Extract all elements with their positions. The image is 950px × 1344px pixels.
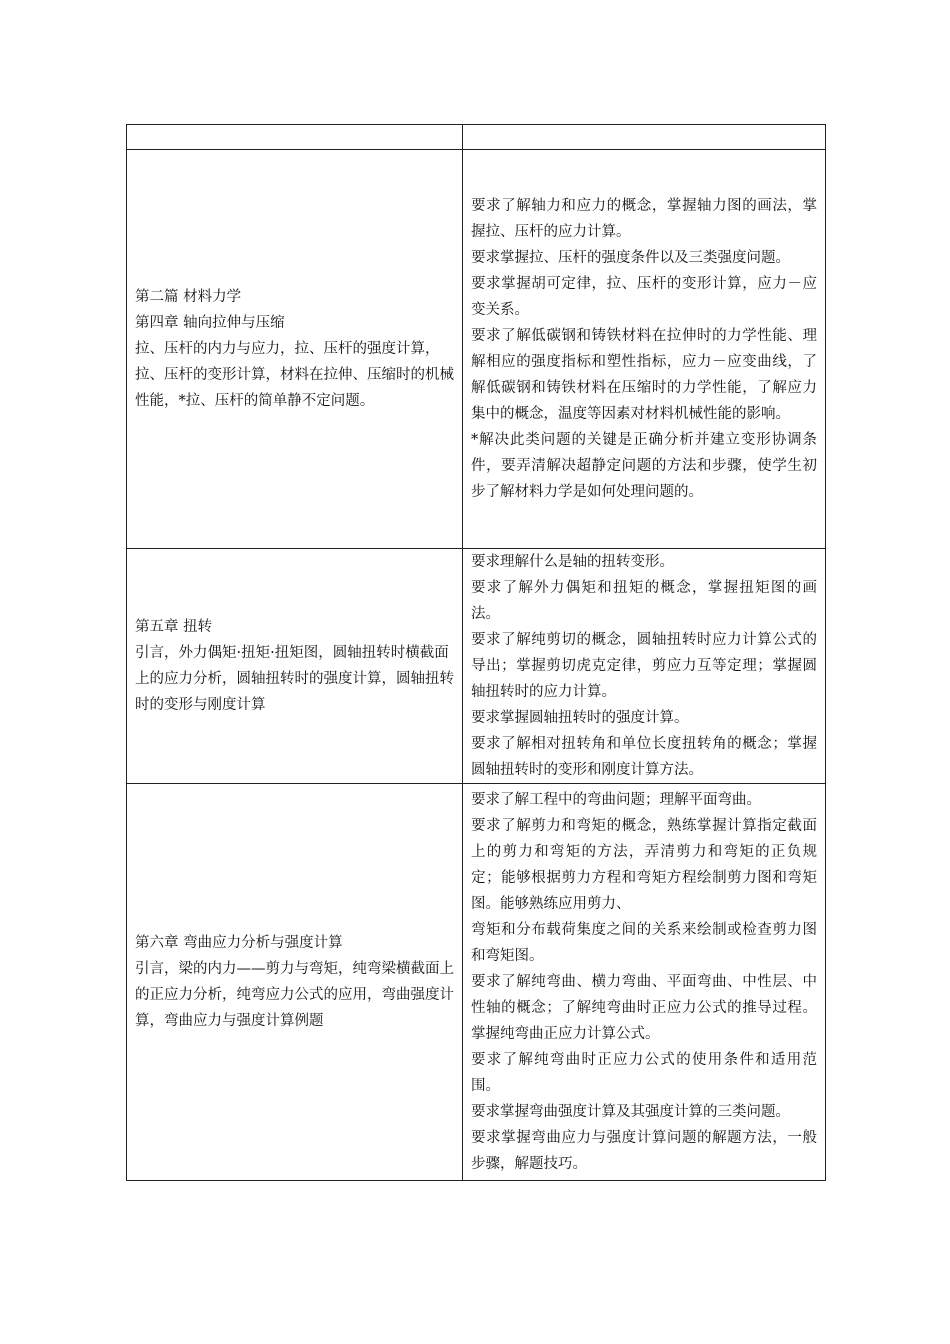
requirement-item: 要求理解什么是轴的扭转变形。 xyxy=(471,554,674,570)
topic-cell-chapter-5 xyxy=(127,549,463,784)
requirements-cell-chapter-6 xyxy=(463,784,826,1181)
requirement-item: 要求了解工程中的弯曲问题；理解平面弯曲。 xyxy=(471,792,761,808)
requirement-item: 要求掌握圆轴扭转时的强度计算。 xyxy=(471,710,689,726)
requirement-item: 要求了解轴力和应力的概念，掌握轴力图的画法，掌握拉、压杆的应力计算。 xyxy=(471,198,817,240)
requirement-item: 弯矩和分布载荷集度之间的关系来绘制或检查剪力图和弯矩图。 xyxy=(471,922,817,964)
part-title: 第二篇 材料力学 xyxy=(135,289,242,305)
table-row-chapter-4 xyxy=(127,150,826,549)
chapter-title: 第六章 弯曲应力分析与强度计算 xyxy=(135,935,343,951)
table-header-row xyxy=(127,125,826,150)
topic-cell-chapter-4 xyxy=(127,150,463,549)
table-row-chapter-6 xyxy=(127,784,826,1181)
chapter-title: 第五章 扭转 xyxy=(135,619,213,635)
requirement-item: 要求了解纯剪切的概念，圆轴扭转时应力计算公式的导出；掌握剪切虎克定律，剪应力互等定理；掌握圆轴扭转时的应力计算。 xyxy=(471,632,817,700)
header-cell-left xyxy=(127,125,463,150)
requirement-item: 要求了解相对扭转角和单位长度扭转角的概念；掌握圆轴扭转时的变形和刚度计算方法。 xyxy=(471,736,817,778)
requirements-cell-chapter-4 xyxy=(463,150,826,549)
table-row-chapter-5 xyxy=(127,549,826,784)
requirements-cell-chapter-5 xyxy=(463,549,826,784)
requirement-item: 要求了解低碳钢和铸铁材料在拉伸时的力学性能、理解相应的强度指标和塑性指标，应力－应变曲线，了解低碳钢和铸铁材料在压缩时的力学性能，了解应力集中的概念，温度等因素对材料机械性能的影响。 xyxy=(471,328,817,422)
chapter-title: 第四章 轴向拉伸与压缩 xyxy=(135,315,285,331)
requirement-item: 要求了解纯弯曲时正应力公式的使用条件和适用范围。 xyxy=(471,1052,817,1094)
chapter-topics: 拉、压杆的内力与应力，拉、压杆的强度计算，拉、压杆的变形计算，材料在拉伸、压缩时的机械性能，*拉、压杆的简单静不定问题。 xyxy=(135,341,454,409)
chapter-topics: 引言，梁的内力——剪力与弯矩，纯弯梁横截面上的正应力分析，纯弯应力公式的应用，弯曲强度计算，弯曲应力与强度计算例题 xyxy=(135,961,454,1029)
requirement-item: 要求了解外力偶矩和扭矩的概念，掌握扭矩图的画法。 xyxy=(471,580,817,622)
requirement-item: 要求掌握弯曲应力与强度计算问题的解题方法，一般步骤，解题技巧。 xyxy=(471,1130,817,1172)
header-cell-right xyxy=(463,125,826,150)
requirement-item: 要求了解剪力和弯矩的概念，熟练掌握计算指定截面上的剪力和弯矩的方法，弄清剪力和弯矩的正负规定；能够根据剪力方程和弯矩方程绘制剪力图和弯矩图。能够熟练应用剪力、 xyxy=(471,818,817,912)
requirement-item: 要求掌握拉、压杆的强度条件以及三类强度问题。 xyxy=(471,250,790,266)
syllabus-table xyxy=(126,124,826,1181)
topic-cell-chapter-6 xyxy=(127,784,463,1181)
requirement-item: 要求了解纯弯曲、横力弯曲、平面弯曲、中性层、中性轴的概念；了解纯弯曲时正应力公式的推导过程。掌握纯弯曲正应力计算公式。 xyxy=(471,974,817,1042)
requirement-item: 要求掌握胡可定律，拉、压杆的变形计算，应力－应变关系。 xyxy=(471,276,817,318)
chapter-topics: 引言，外力偶矩·扭矩·扭矩图，圆轴扭转时横截面上的应力分析，圆轴扭转时的强度计算，圆轴扭转时的变形与刚度计算 xyxy=(135,645,454,713)
requirement-item: 要求掌握弯曲强度计算及其强度计算的三类问题。 xyxy=(471,1104,790,1120)
requirement-item: *解决此类问题的关键是正确分析并建立变形协调条件，要弄清解决超静定问题的方法和步骤，使学生初步了解材料力学是如何处理问题的。 xyxy=(471,432,817,500)
